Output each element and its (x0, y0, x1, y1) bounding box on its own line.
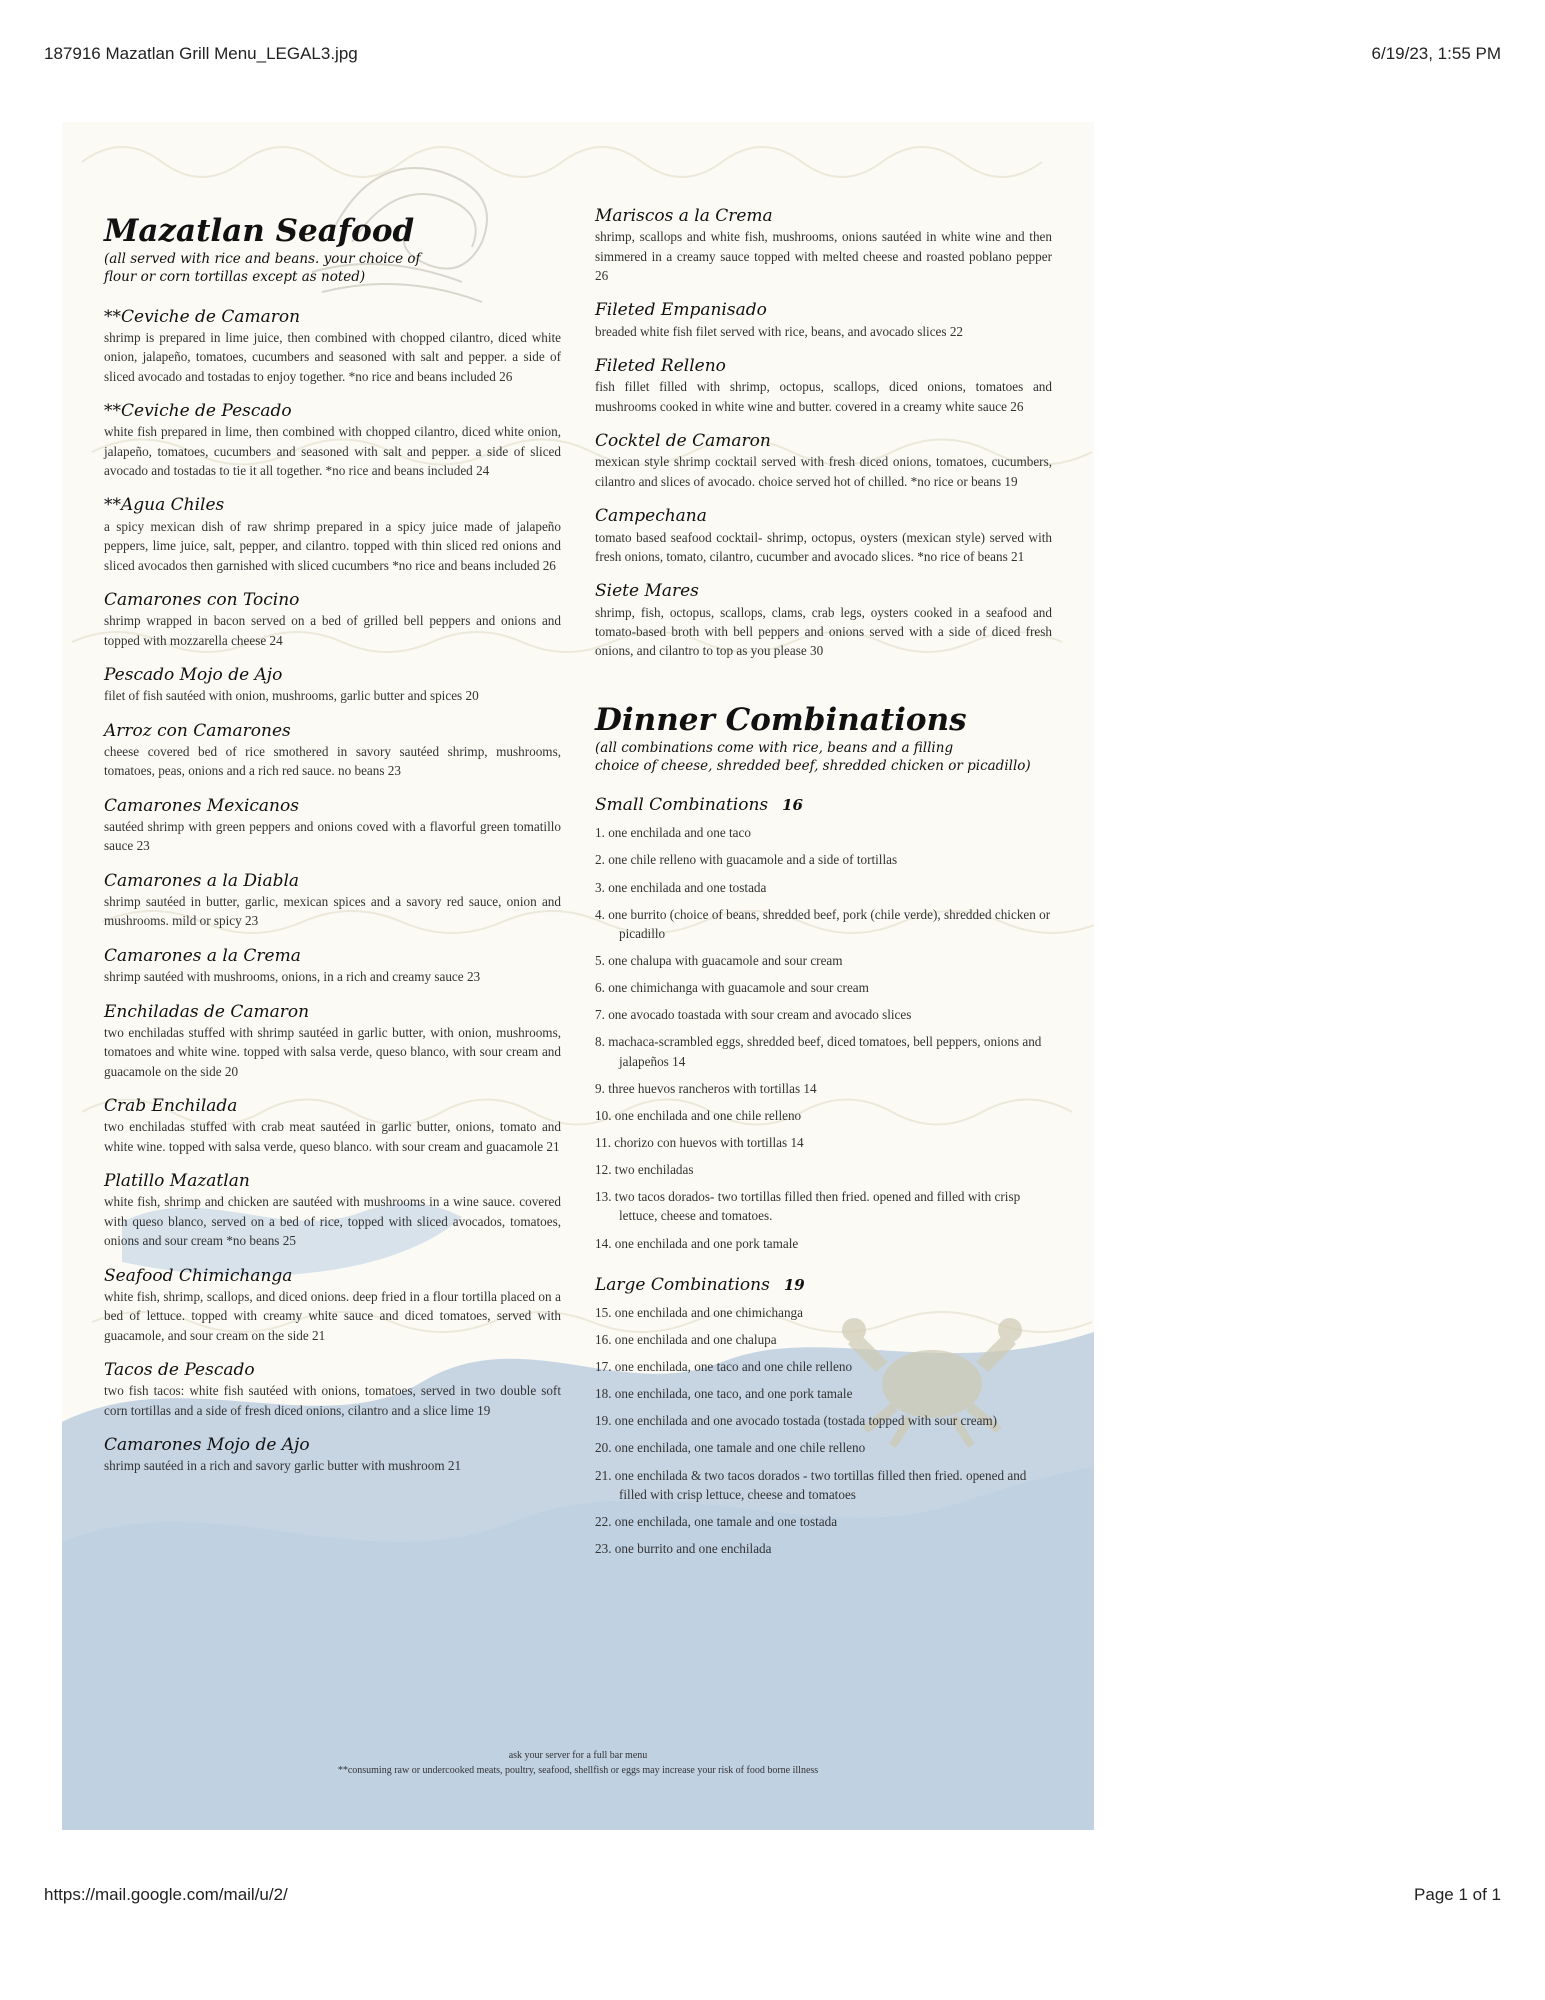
combination-item: 8. machaca-scrambled eggs, shredded beef, diced tomatoes, bell peppers, onions and jalapeños 14 (595, 1034, 1042, 1069)
combination-item: 15. one enchilada and one chimichanga (595, 1304, 803, 1320)
seafood-subtitle: (all served with rice and beans. your choice of flour or corn tortillas except as noted) (104, 251, 421, 286)
menu-item (104, 401, 561, 480)
combination-item: 10. one enchilada and one chile relleno (595, 1107, 802, 1123)
menu-page (62, 122, 1094, 1830)
menu-item-name: Camarones con Tocino (104, 589, 300, 610)
menu-item (104, 721, 561, 781)
menu-item (104, 1002, 561, 1081)
menu-item-name: **Ceviche de Pescado (104, 401, 292, 421)
menu-item-name: Tacos de Pescado (104, 1359, 255, 1380)
combination-item: 17. one enchilada, one taco and one chile relleno (595, 1358, 853, 1374)
menu-item (595, 356, 1052, 416)
combination-item: 4. one burrito (choice of beans, shredded beef, pork (chile verde), shredded chicken or picadillo (595, 906, 1051, 941)
print-footer-url: https://mail.google.com/mail/u/2/ (44, 1885, 288, 1904)
menu-item-description: two fish tacos: white fish sautéed with onions, tomatoes, served in two double soft corn tortillas and a side of fresh diced onions, cilantro and a slice lime 19 (104, 1383, 561, 1418)
menu-item-description: mexican style shrimp cocktail served with fresh diced onions, tomatoes, cucumbers, cilantro and slices of avocado. choice served hot of chilled. *no rice or beans 19 (595, 454, 1052, 489)
menu-item-name: Mariscos a la Crema (595, 206, 773, 226)
bar-menu-note: ask your server for a full bar menu (508, 1750, 648, 1761)
print-header-datetime: 6/19/23, 1:55 PM (1371, 44, 1501, 63)
small-combinations-list (595, 823, 1052, 1252)
menu-item-name: Enchiladas de Camaron (104, 1001, 310, 1022)
menu-item-name: Fileted Empanisado (595, 300, 767, 321)
combination-item: 12. two enchiladas (595, 1162, 694, 1178)
menu-item-description: filet of fish sautéed with onion, mushrooms, garlic butter and spices 20 (104, 688, 479, 704)
combination-item: 21. one enchilada & two tacos dorados - two tortillas filled then fried. opened and filled with crisp lettuce, cheese and tomatoes (595, 1467, 1027, 1502)
menu-item-description: shrimp sautéed in butter, garlic, mexican spices and a savory red sauce, onion and mushrooms. mild or spicy 23 (104, 894, 561, 929)
menu-item-name: Campechana (595, 506, 707, 527)
combination-item: 1. one enchilada and one taco (595, 825, 751, 841)
menu-item (104, 590, 561, 650)
menu-item (104, 1266, 561, 1345)
menu-item-description: breaded white fish filet served with rice, beans, and avocado slices 22 (595, 323, 964, 339)
combination-item: 18. one enchilada, one taco, and one pork tamale (595, 1386, 853, 1402)
food-safety-warning: **consuming raw or undercooked meats, poultry, seafood, shellfish or eggs may increase your risk of food borne illness (337, 1765, 819, 1776)
menu-item-description: a spicy mexican dish of raw shrimp prepared in a spicy juice made of jalapeño peppers, lime juice, salt, pepper, and cilantro. topped with thin sliced red onions and sliced avocados then garnished with sliced cucumbers *no rice and beans included 26 (104, 518, 561, 573)
menu-item-description: shrimp is prepared in lime juice, then combined with chopped cilantro, diced white onion, jalapeño, tomatoes, cucumbers and seasoned with salt and pepper. a side of sliced avocado and tostadas to enjoy together. *no rice and beans included 26 (104, 329, 561, 384)
menu-item-name: Cocktel de Camaron (595, 431, 771, 452)
menu-item-description: shrimp, fish, octopus, scallops, clams, crab legs, oysters cooked in a seafood and tomato-based broth with bell peppers and onions served with a side of diced fresh onions, and cilantro to top as you please 30 (595, 604, 1052, 659)
combination-item: 20. one enchilada, one tamale and one chile relleno (595, 1440, 866, 1456)
combination-item: 6. one chimichanga with guacamole and sour cream (595, 980, 869, 996)
menu-item-name: **Ceviche de Camaron (104, 306, 301, 327)
menu-item (595, 581, 1052, 660)
menu-item (595, 431, 1052, 491)
menu-item (104, 495, 561, 574)
large-combinations-price: 19 (783, 1275, 805, 1294)
menu-item-description: sautéed shrimp with green peppers and onions coved with a flavorful green tomatillo sauce 23 (104, 818, 561, 854)
menu-item-description: shrimp sautéed in a rich and savory garlic butter with mushroom 21 (104, 1458, 462, 1474)
menu-item-name: Pescado Mojo de Ajo (104, 665, 283, 685)
combination-item: 2. one chile relleno with guacamole and a side of tortillas (595, 852, 898, 868)
combination-item: 14. one enchilada and one pork tamale (595, 1235, 799, 1251)
menu-item-description: fish fillet filled with shrimp, octopus, scallops, diced onions, tomatoes and mushrooms cooked in white wine and butter. covered in a creamy white sauce 26 (595, 379, 1052, 414)
seafood-item-list-continued (595, 206, 1052, 661)
menu-item (104, 1360, 561, 1420)
menu-item-description: shrimp sautéed with mushrooms, onions, in a rich and creamy sauce 23 (104, 969, 481, 985)
combination-item: 11. chorizo con huevos with tortillas 14 (595, 1135, 804, 1150)
print-header-title: 187916 Mazatlan Grill Menu_LEGAL3.jpg (44, 44, 358, 63)
menu-item-name: Fileted Relleno (595, 356, 726, 377)
menu-item-name: Camarones Mojo de Ajo (104, 1435, 310, 1456)
menu-item-description: white fish prepared in lime, then combined with chopped cilantro, diced white onion, jalapeño, tomatoes, cucumbers and seasoned with salt and pepper. a side of sliced avocado and tostadas to tie it all together. *no rice and beans included 24 (104, 424, 561, 479)
menu-item-description: shrimp, scallops and white fish, mushrooms, onions sautéed in white wine and then simmered in a creamy sauce topped with melted cheese and roasted poblano pepper 26 (595, 229, 1052, 284)
menu-item (104, 307, 561, 386)
right-column (595, 206, 1052, 1580)
menu-item-description: tomato based seafood cocktail- shrimp, octopus, oysters (mexican style) served with fresh onions, tomato, cilantro, cucumber and avocado slices. *no rice of beans 21 (595, 529, 1052, 564)
combination-item: 13. two tacos dorados- two tortillas filled then fried. opened and filled with crisp lettuce, cheese and tomatoes. (595, 1189, 1021, 1224)
menu-item (104, 1171, 561, 1250)
menu-item (104, 796, 561, 856)
combination-item: 7. one avocado toastada with sour cream and avocado slices (595, 1007, 912, 1023)
combination-item: 5. one chalupa with guacamole and sour cream (595, 953, 843, 969)
menu-notes (62, 1748, 1094, 1778)
menu-item-description: two enchiladas stuffed with shrimp sautéed in garlic butter, with onion, mushrooms, tomatoes and white wine. topped with salsa verde, queso blanco, with sour cream and guacamole on the side 20 (104, 1024, 561, 1079)
large-combinations-list (595, 1303, 1052, 1558)
left-column (104, 214, 561, 1491)
menu-item (104, 871, 561, 931)
menu-item-description: white fish, shrimp, scallops, and diced onions. deep fried in a flour tortilla placed on a bed of lettuce. topped with creamy white sauce and diced tomatoes, served with guacamole, and sour cream on the side 21 (104, 1288, 561, 1343)
menu-item-name: Crab Enchilada (104, 1095, 238, 1116)
combination-item: 9. three huevos rancheros with tortillas 14 (595, 1080, 817, 1096)
menu-item (104, 665, 561, 706)
print-footer-page: Page 1 of 1 (1414, 1885, 1501, 1904)
menu-item-name: Camarones a la Crema (104, 945, 301, 966)
menu-item (104, 1435, 561, 1476)
combination-item: 23. one burrito and one enchilada (595, 1540, 772, 1556)
menu-item-name: Seafood Chimichanga (104, 1265, 293, 1286)
menu-item-name: Camarones Mexicanos (104, 795, 299, 816)
combination-item: 22. one enchilada, one tamale and one tostada (595, 1513, 838, 1529)
menu-item-name: Siete Mares (595, 581, 699, 602)
menu-item (595, 506, 1052, 566)
combination-item: 19. one enchilada and one avocado tostada (tostada topped with sour cream) (595, 1413, 998, 1429)
menu-item-name: Camarones a la Diabla (104, 870, 300, 891)
menu-item (595, 206, 1052, 285)
menu-item (104, 1096, 561, 1156)
combination-item: 16. one enchilada and one chalupa (595, 1331, 777, 1347)
combination-item: 3. one enchilada and one tostada (595, 879, 767, 895)
menu-item (595, 300, 1052, 341)
dinner-subtitle: (all combinations come with rice, beans and a filling choice of cheese, shredded beef, shredded chicken or picadillo) (595, 739, 1031, 775)
menu-item-description: white fish, shrimp and chicken are sautéed with mushrooms in a wine sauce. covered with queso blanco, served on a bed of rice, topped with sliced avocados, tomatoes, onions and sour cream *no beans 25 (104, 1194, 561, 1249)
menu-item (104, 946, 561, 987)
seafood-title: Mazatlan Seafood (104, 213, 415, 249)
seafood-item-list (104, 307, 561, 1476)
dinner-combinations (595, 703, 1052, 1558)
menu-item-description: cheese covered bed of rice smothered in savory sautéed shrimp, mushrooms, tomatoes, peas, onions and a rich red sauce. no beans 23 (104, 743, 561, 779)
menu-item-description: shrimp wrapped in bacon served on a bed of grilled bell peppers and onions and topped with mozzarella cheese 24 (104, 613, 561, 648)
menu-item-name: Arroz con Camarones (104, 720, 291, 741)
menu-item-name: **Agua Chiles (104, 495, 225, 516)
dinner-title: Dinner Combinations (595, 701, 967, 738)
menu-item-name: Platillo Mazatlan (104, 1171, 250, 1192)
small-combinations-heading: Small Combinations 16 (595, 795, 803, 816)
menu-item-description: two enchiladas stuffed with crab meat sautéed in garlic butter, onions, tomato and white wine. topped with salsa verde, queso blanco. with sour cream and guacamole 21 (104, 1119, 561, 1154)
small-combinations-price: 16 (782, 796, 803, 815)
large-combinations-heading: Large Combinations 19 (595, 1274, 805, 1295)
